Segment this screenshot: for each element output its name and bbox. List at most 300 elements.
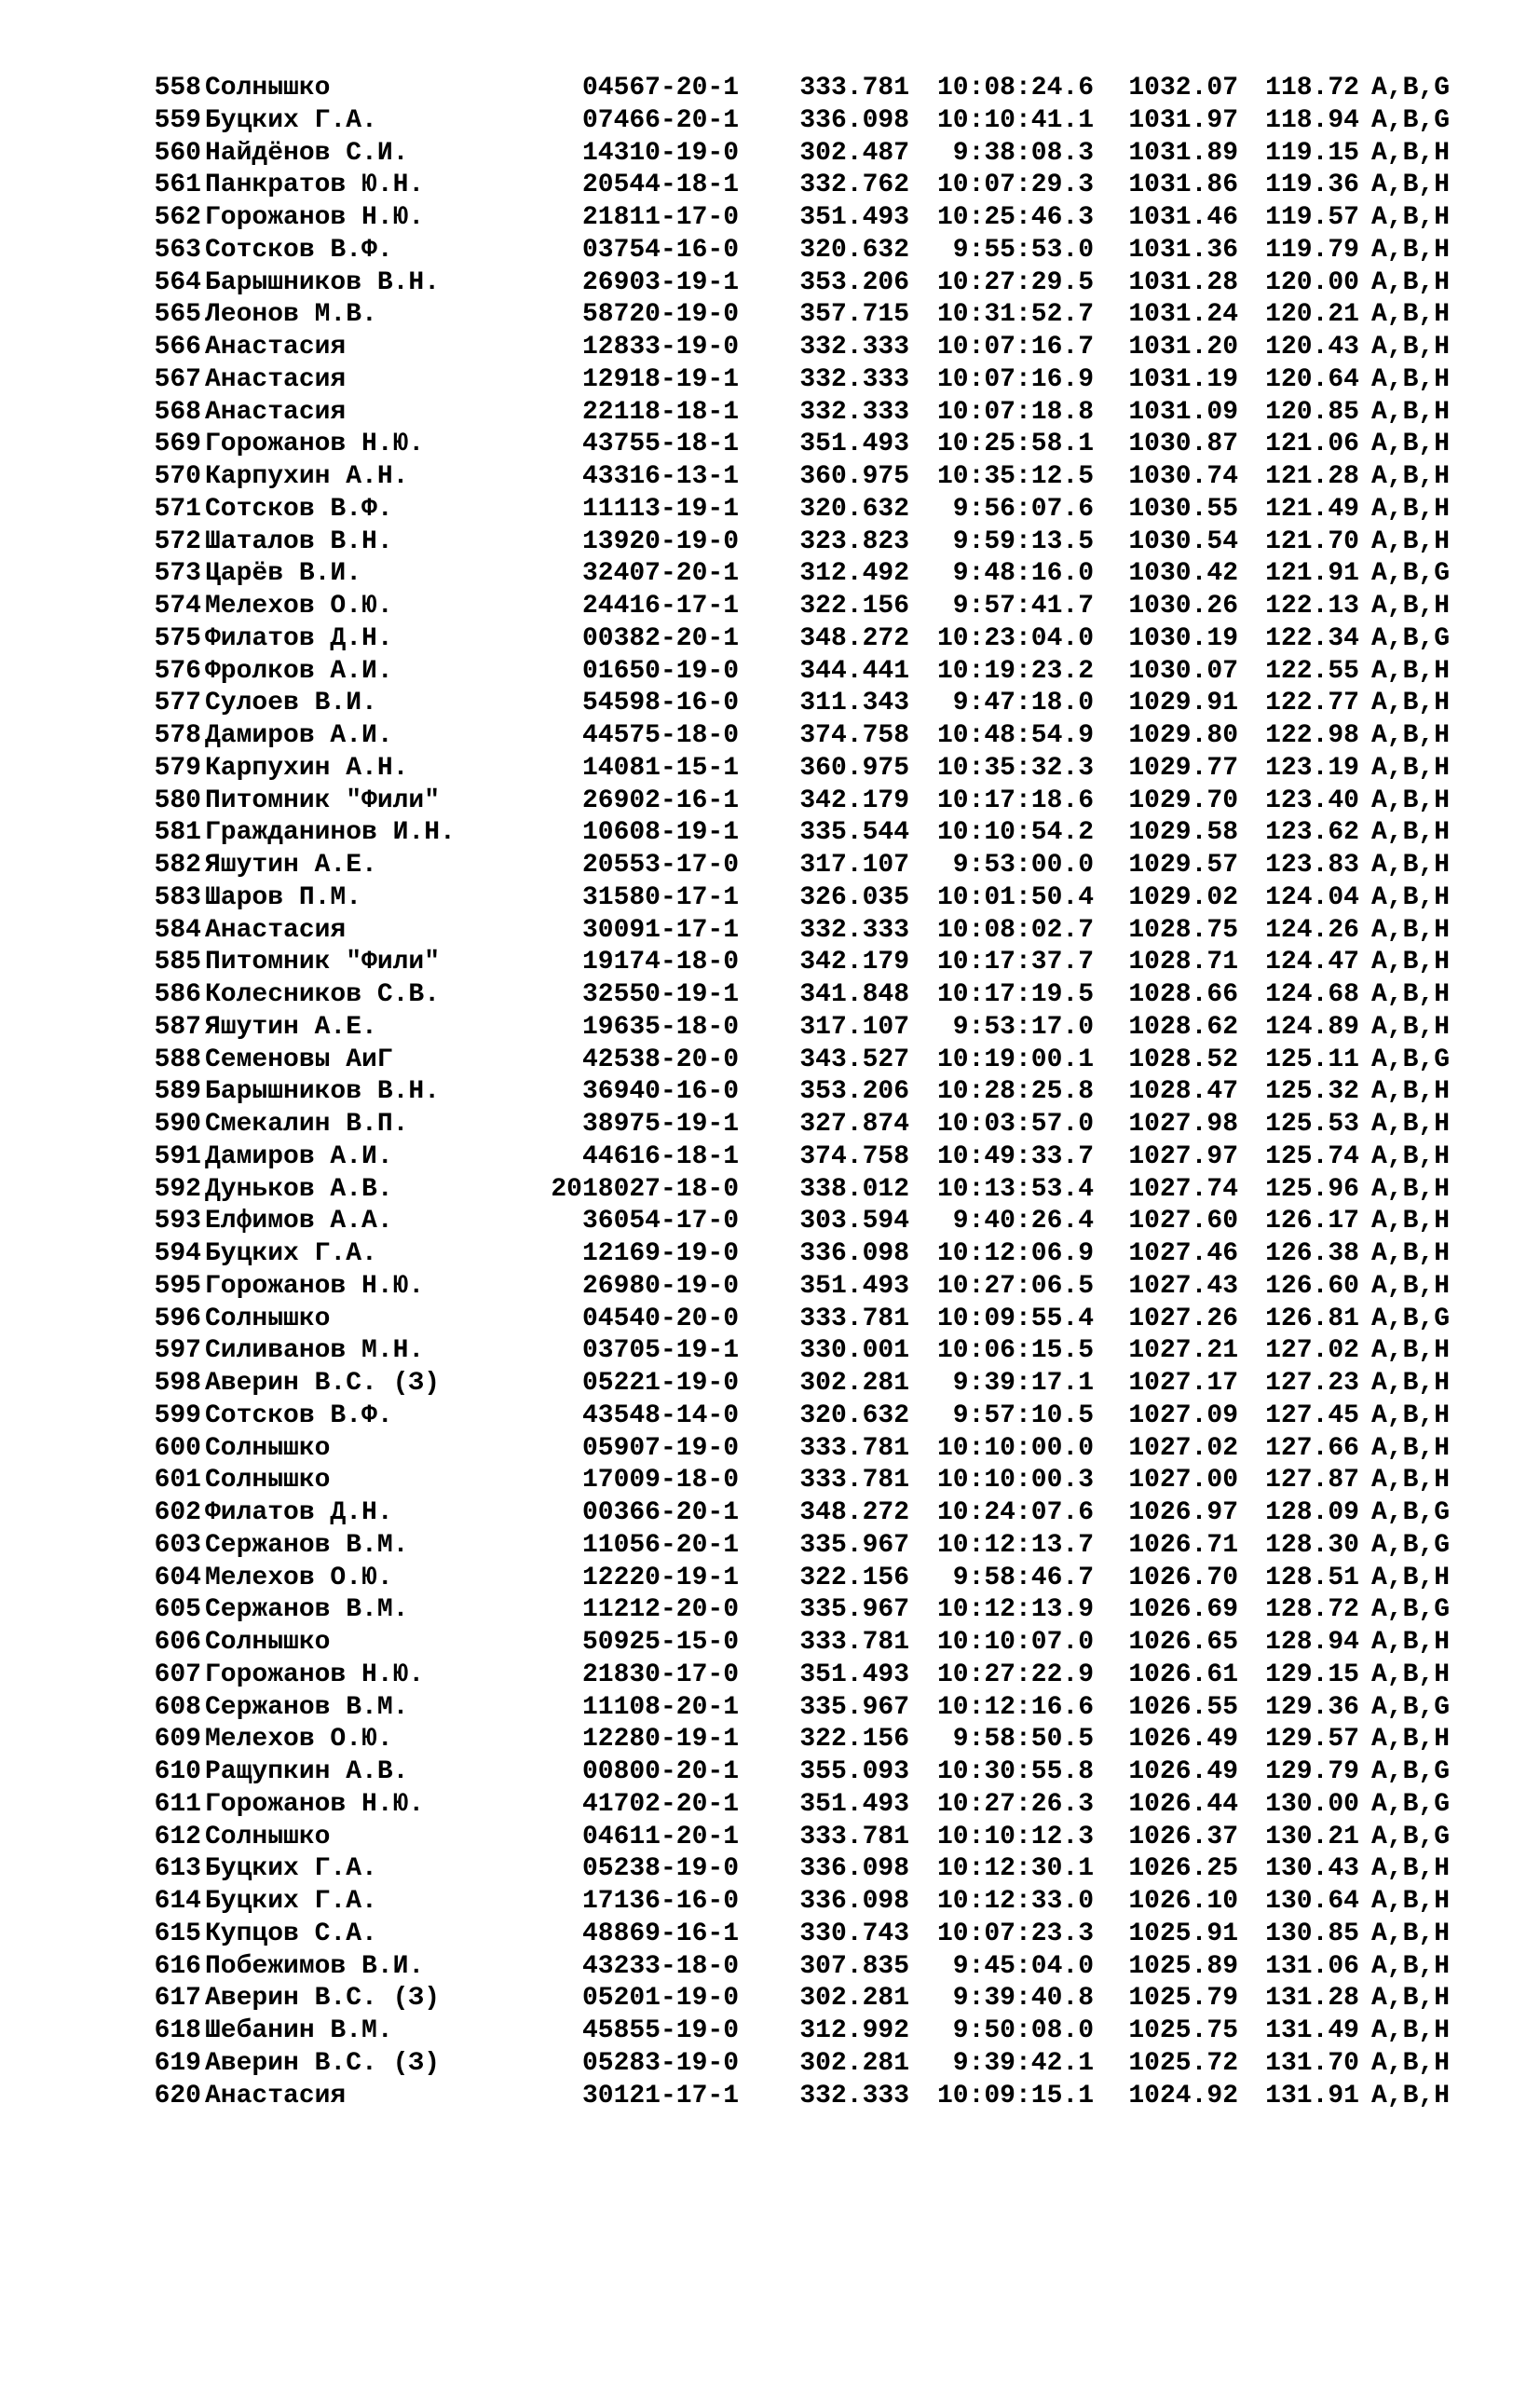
speed-cell: 1031.46 (1128, 203, 1238, 232)
distance-cell: 357.715 (799, 300, 909, 330)
distance-cell: 348.272 (799, 1498, 909, 1527)
owner-name-cell: Сержанов В.М. (205, 1530, 409, 1560)
owner-name-cell: Карпухин А.Н. (205, 462, 409, 491)
arrival-time-cell: 10:27:06.5 (936, 1271, 1094, 1301)
table-row (0, 1012, 1540, 1045)
ring-number-cell: 05238-19-0 (581, 1854, 739, 1884)
coefficient-cell: 120.64 (1265, 364, 1359, 394)
distance-cell: 374.758 (799, 1141, 909, 1171)
distance-cell: 323.823 (799, 526, 909, 556)
ring-number-cell: 44616-18-1 (581, 1141, 739, 1171)
speed-cell: 1025.91 (1128, 1919, 1238, 1948)
distance-cell: 333.781 (799, 1433, 909, 1463)
table-row (0, 1045, 1540, 1077)
coefficient-cell: 124.26 (1265, 915, 1359, 945)
arrival-time-cell: 9:55:53.0 (952, 235, 1094, 265)
speed-cell: 1027.02 (1128, 1433, 1238, 1463)
table-row (0, 1853, 1540, 1886)
distance-cell: 332.333 (799, 2081, 909, 2110)
coefficient-cell: 130.64 (1265, 1887, 1359, 1916)
arrival-time-cell: 9:39:17.1 (952, 1369, 1094, 1398)
speed-cell: 1025.89 (1128, 1951, 1238, 1981)
distance-cell: 351.493 (799, 1789, 909, 1819)
place-cell: 591 (154, 1141, 201, 1171)
arrival-time-cell: 10:10:54.2 (936, 818, 1094, 848)
ring-number-cell: 22118-18-1 (581, 397, 739, 427)
arrival-time-cell: 9:58:46.7 (952, 1563, 1094, 1592)
speed-cell: 1027.98 (1128, 1110, 1238, 1139)
arrival-time-cell: 10:24:07.6 (936, 1498, 1094, 1527)
ring-number-cell: 50925-15-0 (581, 1628, 739, 1657)
groups-cell: A,B,G (1371, 1692, 1451, 1722)
ring-number-cell: 17136-16-0 (581, 1887, 739, 1916)
distance-cell: 353.206 (799, 1077, 909, 1107)
owner-name-cell: Питомник "Фили" (205, 948, 441, 977)
table-row (0, 397, 1540, 430)
arrival-time-cell: 10:17:18.6 (936, 785, 1094, 815)
arrival-time-cell: 10:30:55.8 (936, 1757, 1094, 1786)
groups-cell: A,B,H (1371, 592, 1451, 621)
table-row (0, 915, 1540, 948)
table-row (0, 591, 1540, 623)
coefficient-cell: 121.91 (1265, 559, 1359, 589)
owner-name-cell: Буцких Г.А. (205, 105, 377, 135)
speed-cell: 1025.72 (1128, 2048, 1238, 2078)
ring-number-cell: 20553-17-0 (581, 851, 739, 880)
owner-name-cell: Солнышко (205, 1822, 331, 1851)
table-row (0, 720, 1540, 753)
speed-cell: 1026.69 (1128, 1595, 1238, 1625)
table-row (0, 1627, 1540, 1660)
distance-cell: 303.594 (799, 1207, 909, 1236)
ring-number-cell: 12918-19-1 (581, 364, 739, 394)
owner-name-cell: Мелехов О.Ю. (205, 1725, 393, 1755)
arrival-time-cell: 10:06:15.5 (936, 1336, 1094, 1366)
distance-cell: 351.493 (799, 430, 909, 459)
groups-cell: A,B,G (1371, 1789, 1451, 1819)
speed-cell: 1029.58 (1128, 818, 1238, 848)
place-cell: 598 (154, 1369, 201, 1398)
coefficient-cell: 131.70 (1265, 2048, 1359, 2078)
ring-number-cell: 21830-17-0 (581, 1660, 739, 1689)
owner-name-cell: Сотсков В.Ф. (205, 494, 393, 524)
place-cell: 570 (154, 462, 201, 491)
owner-name-cell: Солнышко (205, 74, 331, 102)
speed-cell: 1027.21 (1128, 1336, 1238, 1366)
place-cell: 560 (154, 138, 201, 168)
owner-name-cell: Карпухин А.Н. (205, 753, 409, 783)
ring-number-cell: 19174-18-0 (581, 948, 739, 977)
place-cell: 580 (154, 785, 201, 815)
groups-cell: A,B,H (1371, 1012, 1451, 1042)
owner-name-cell: Буцких Г.А. (205, 1854, 377, 1884)
coefficient-cell: 121.70 (1265, 526, 1359, 556)
groups-cell: A,B,G (1371, 1498, 1451, 1527)
coefficient-cell: 123.83 (1265, 851, 1359, 880)
owner-name-cell: Яшутин А.Е. (205, 851, 377, 880)
distance-cell: 336.098 (799, 105, 909, 135)
groups-cell: A,B,H (1371, 397, 1451, 427)
speed-cell: 1029.70 (1128, 785, 1238, 815)
arrival-time-cell: 10:27:22.9 (936, 1660, 1094, 1689)
coefficient-cell: 124.68 (1265, 980, 1359, 1009)
distance-cell: 335.967 (799, 1530, 909, 1560)
coefficient-cell: 129.79 (1265, 1757, 1359, 1786)
coefficient-cell: 127.02 (1265, 1336, 1359, 1366)
coefficient-cell: 124.04 (1265, 882, 1359, 912)
owner-name-cell: Яшутин А.Е. (205, 1012, 377, 1042)
owner-name-cell: Сотсков В.Ф. (205, 1400, 393, 1430)
speed-cell: 1030.87 (1128, 430, 1238, 459)
owner-name-cell: Барышников В.Н. (205, 1077, 441, 1107)
speed-cell: 1028.66 (1128, 980, 1238, 1009)
distance-cell: 330.001 (799, 1336, 909, 1366)
speed-cell: 1030.07 (1128, 656, 1238, 686)
speed-cell: 1029.91 (1128, 689, 1238, 718)
table-row (0, 979, 1540, 1012)
place-cell: 590 (154, 1110, 201, 1139)
distance-cell: 332.762 (799, 171, 909, 200)
place-cell: 620 (154, 2081, 201, 2110)
owner-name-cell: Солнышко (205, 1466, 331, 1496)
distance-cell: 326.035 (799, 882, 909, 912)
speed-cell: 1031.09 (1128, 397, 1238, 427)
owner-name-cell: Панкратов Ю.Н. (205, 171, 425, 200)
table-row (0, 461, 1540, 494)
table-row (0, 73, 1540, 105)
groups-cell: A,B,H (1371, 203, 1451, 232)
groups-cell: A,B,H (1371, 1336, 1451, 1366)
coefficient-cell: 128.09 (1265, 1498, 1359, 1527)
place-cell: 587 (154, 1012, 201, 1042)
place-cell: 612 (154, 1822, 201, 1851)
place-cell: 611 (154, 1789, 201, 1819)
table-row (0, 1076, 1540, 1109)
owner-name-cell: Сержанов В.М. (205, 1692, 409, 1722)
table-row (0, 1206, 1540, 1238)
ring-number-cell: 05283-19-0 (581, 2048, 739, 2078)
distance-cell: 330.743 (799, 1919, 909, 1948)
table-row (0, 1563, 1540, 1595)
table-row (0, 1400, 1540, 1433)
table-row (0, 1886, 1540, 1919)
owner-name-cell: Горожанов Н.Ю. (205, 203, 425, 232)
table-row (0, 688, 1540, 720)
table-row (0, 850, 1540, 882)
speed-cell: 1028.52 (1128, 1045, 1238, 1074)
groups-cell: A,B,G (1371, 1822, 1451, 1851)
ring-number-cell: 48869-16-1 (581, 1919, 739, 1948)
owner-name-cell: Семеновы АиГ (205, 1045, 393, 1074)
table-row (0, 1822, 1540, 1854)
speed-cell: 1027.17 (1128, 1369, 1238, 1398)
speed-cell: 1026.44 (1128, 1789, 1238, 1819)
distance-cell: 374.758 (799, 721, 909, 750)
ring-number-cell: 00382-20-1 (581, 623, 739, 653)
distance-cell: 360.975 (799, 753, 909, 783)
arrival-time-cell: 10:12:13.9 (936, 1595, 1094, 1625)
distance-cell: 332.333 (799, 915, 909, 945)
distance-cell: 317.107 (799, 851, 909, 880)
speed-cell: 1031.24 (1128, 300, 1238, 330)
arrival-time-cell: 10:12:06.9 (936, 1239, 1094, 1268)
table-row (0, 1238, 1540, 1271)
owner-name-cell: Фролков А.И. (205, 656, 393, 686)
coefficient-cell: 122.34 (1265, 623, 1359, 653)
coefficient-cell: 129.57 (1265, 1725, 1359, 1755)
arrival-time-cell: 9:39:40.8 (952, 1984, 1094, 2014)
distance-cell: 302.281 (799, 1369, 909, 1398)
distance-cell: 348.272 (799, 623, 909, 653)
owner-name-cell: Анастасия (205, 364, 347, 394)
groups-cell: A,B,H (1371, 300, 1451, 330)
distance-cell: 351.493 (799, 1660, 909, 1689)
groups-cell: A,B,H (1371, 1919, 1451, 1948)
coefficient-cell: 120.85 (1265, 397, 1359, 427)
distance-cell: 335.544 (799, 818, 909, 848)
table-row (0, 235, 1540, 267)
groups-cell: A,B,H (1371, 235, 1451, 265)
table-row (0, 882, 1540, 915)
groups-cell: A,B,H (1371, 1628, 1451, 1657)
arrival-time-cell: 10:31:52.7 (936, 300, 1094, 330)
speed-cell: 1031.20 (1128, 333, 1238, 362)
owner-name-cell: Солнышко (205, 1628, 331, 1657)
place-cell: 613 (154, 1854, 201, 1884)
arrival-time-cell: 10:08:24.6 (936, 74, 1094, 102)
ring-number-cell: 04611-20-1 (581, 1822, 739, 1851)
owner-name-cell: Аверин В.С. (З) (205, 1984, 441, 2014)
ring-number-cell: 05221-19-0 (581, 1369, 739, 1398)
distance-cell: 338.012 (799, 1174, 909, 1204)
ring-number-cell: 11108-20-1 (581, 1692, 739, 1722)
speed-cell: 1026.37 (1128, 1822, 1238, 1851)
owner-name-cell: Побежимов В.И. (205, 1951, 425, 1981)
ring-number-cell: 43755-18-1 (581, 430, 739, 459)
arrival-time-cell: 10:25:58.1 (936, 430, 1094, 459)
place-cell: 593 (154, 1207, 201, 1236)
table-row (0, 1756, 1540, 1789)
owner-name-cell: Мелехов О.Ю. (205, 1563, 393, 1592)
arrival-time-cell: 9:53:00.0 (952, 851, 1094, 880)
distance-cell: 332.333 (799, 333, 909, 362)
ring-number-cell: 13920-19-0 (581, 526, 739, 556)
distance-cell: 353.206 (799, 267, 909, 297)
distance-cell: 355.093 (799, 1757, 909, 1786)
speed-cell: 1030.19 (1128, 623, 1238, 653)
speed-cell: 1028.71 (1128, 948, 1238, 977)
speed-cell: 1031.36 (1128, 235, 1238, 265)
ring-number-cell: 14310-19-0 (581, 138, 739, 168)
place-cell: 594 (154, 1239, 201, 1268)
speed-cell: 1028.47 (1128, 1077, 1238, 1107)
ring-number-cell: 45855-19-0 (581, 2016, 739, 2045)
arrival-time-cell: 10:07:29.3 (936, 171, 1094, 200)
arrival-time-cell: 10:23:04.0 (936, 623, 1094, 653)
ring-number-cell: 32407-20-1 (581, 559, 739, 589)
groups-cell: A,B,H (1371, 1725, 1451, 1755)
place-cell: 565 (154, 300, 201, 330)
place-cell: 603 (154, 1530, 201, 1560)
groups-cell: A,B,H (1371, 2081, 1451, 2110)
coefficient-cell: 129.36 (1265, 1692, 1359, 1722)
ring-number-cell: 14081-15-1 (581, 753, 739, 783)
speed-cell: 1030.74 (1128, 462, 1238, 491)
coefficient-cell: 122.98 (1265, 721, 1359, 750)
coefficient-cell: 122.13 (1265, 592, 1359, 621)
ring-number-cell: 19635-18-0 (581, 1012, 739, 1042)
table-row (0, 526, 1540, 559)
arrival-time-cell: 10:10:12.3 (936, 1822, 1094, 1851)
arrival-time-cell: 10:48:54.9 (936, 721, 1094, 750)
speed-cell: 1027.43 (1128, 1271, 1238, 1301)
owner-name-cell: Царёв В.И. (205, 559, 362, 589)
arrival-time-cell: 10:08:02.7 (936, 915, 1094, 945)
arrival-time-cell: 10:35:32.3 (936, 753, 1094, 783)
ring-number-cell: 31580-17-1 (581, 882, 739, 912)
groups-cell: A,B,H (1371, 1433, 1451, 1463)
coefficient-cell: 126.81 (1265, 1304, 1359, 1333)
owner-name-cell: Солнышко (205, 1433, 331, 1463)
table-row (0, 170, 1540, 202)
owner-name-cell: Питомник "Фили" (205, 785, 441, 815)
speed-cell: 1028.62 (1128, 1012, 1238, 1042)
owner-name-cell: Мелехов О.Ю. (205, 592, 393, 621)
coefficient-cell: 125.32 (1265, 1077, 1359, 1107)
table-row (0, 494, 1540, 526)
table-row (0, 429, 1540, 461)
speed-cell: 1028.75 (1128, 915, 1238, 945)
ring-number-cell: 24416-17-1 (581, 592, 739, 621)
table-row (0, 753, 1540, 785)
distance-cell: 341.848 (799, 980, 909, 1009)
groups-cell: A,B,H (1371, 1174, 1451, 1204)
ring-number-cell: 11056-20-1 (581, 1530, 739, 1560)
distance-cell: 336.098 (799, 1887, 909, 1916)
ring-number-cell: 36054-17-0 (581, 1207, 739, 1236)
ring-number-cell: 54598-16-0 (581, 689, 739, 718)
groups-cell: A,B,H (1371, 2048, 1451, 2078)
owner-name-cell: Сотсков В.Ф. (205, 235, 393, 265)
table-row (0, 2015, 1540, 2048)
place-cell: 569 (154, 430, 201, 459)
place-cell: 567 (154, 364, 201, 394)
coefficient-cell: 122.77 (1265, 689, 1359, 718)
speed-cell: 1026.61 (1128, 1660, 1238, 1689)
table-row (0, 1368, 1540, 1400)
groups-cell: A,B,H (1371, 785, 1451, 815)
owner-name-cell: Анастасия (205, 915, 347, 945)
owner-name-cell: Леонов М.В. (205, 300, 377, 330)
place-cell: 609 (154, 1725, 201, 1755)
place-cell: 597 (154, 1336, 201, 1366)
coefficient-cell: 125.74 (1265, 1141, 1359, 1171)
owner-name-cell: Шаталов В.Н. (205, 526, 393, 556)
coefficient-cell: 127.23 (1265, 1369, 1359, 1398)
arrival-time-cell: 10:12:16.6 (936, 1692, 1094, 1722)
arrival-time-cell: 10:10:41.1 (936, 105, 1094, 135)
table-row (0, 299, 1540, 332)
groups-cell: A,B,H (1371, 818, 1451, 848)
place-cell: 600 (154, 1433, 201, 1463)
ring-number-cell: 03705-19-1 (581, 1336, 739, 1366)
groups-cell: A,B,H (1371, 1660, 1451, 1689)
table-row (0, 1692, 1540, 1725)
arrival-time-cell: 9:45:04.0 (952, 1951, 1094, 1981)
groups-cell: A,B,H (1371, 267, 1451, 297)
distance-cell: 351.493 (799, 1271, 909, 1301)
owner-name-cell: Горожанов Н.Ю. (205, 430, 425, 459)
coefficient-cell: 124.89 (1265, 1012, 1359, 1042)
arrival-time-cell: 10:07:16.7 (936, 333, 1094, 362)
groups-cell: A,B,H (1371, 430, 1451, 459)
ring-number-cell: 32550-19-1 (581, 980, 739, 1009)
place-cell: 606 (154, 1628, 201, 1657)
owner-name-cell: Елфимов А.А. (205, 1207, 393, 1236)
arrival-time-cell: 9:59:13.5 (952, 526, 1094, 556)
ring-number-cell: 2018027-18-0 (551, 1174, 739, 1204)
owner-name-cell: Анастасия (205, 333, 347, 362)
place-cell: 568 (154, 397, 201, 427)
results-table (0, 73, 1540, 2112)
distance-cell: 312.992 (799, 2016, 909, 2045)
speed-cell: 1030.26 (1128, 592, 1238, 621)
arrival-time-cell: 10:10:00.0 (936, 1433, 1094, 1463)
speed-cell: 1026.70 (1128, 1563, 1238, 1592)
coefficient-cell: 130.85 (1265, 1919, 1359, 1948)
speed-cell: 1030.54 (1128, 526, 1238, 556)
table-row (0, 1271, 1540, 1304)
arrival-time-cell: 10:27:26.3 (936, 1789, 1094, 1819)
distance-cell: 333.781 (799, 74, 909, 102)
place-cell: 588 (154, 1045, 201, 1074)
place-cell: 614 (154, 1887, 201, 1916)
table-row (0, 623, 1540, 656)
coefficient-cell: 123.40 (1265, 785, 1359, 815)
place-cell: 571 (154, 494, 201, 524)
distance-cell: 335.967 (799, 1595, 909, 1625)
coefficient-cell: 128.30 (1265, 1530, 1359, 1560)
groups-cell: A,B,H (1371, 1400, 1451, 1430)
speed-cell: 1026.97 (1128, 1498, 1238, 1527)
ring-number-cell: 26903-19-1 (581, 267, 739, 297)
speed-cell: 1031.28 (1128, 267, 1238, 297)
coefficient-cell: 131.49 (1265, 2016, 1359, 2045)
arrival-time-cell: 10:01:50.4 (936, 882, 1094, 912)
speed-cell: 1031.19 (1128, 364, 1238, 394)
ring-number-cell: 38975-19-1 (581, 1110, 739, 1139)
owner-name-cell: Дуньков А.В. (205, 1174, 393, 1204)
place-cell: 562 (154, 203, 201, 232)
place-cell: 581 (154, 818, 201, 848)
place-cell: 615 (154, 1919, 201, 1948)
groups-cell: A,B,G (1371, 74, 1451, 102)
owner-name-cell: Аверин В.С. (З) (205, 2048, 441, 2078)
place-cell: 583 (154, 882, 201, 912)
owner-name-cell: Буцких Г.А. (205, 1887, 377, 1916)
ring-number-cell: 26980-19-0 (581, 1271, 739, 1301)
distance-cell: 335.967 (799, 1692, 909, 1722)
place-cell: 617 (154, 1984, 201, 2014)
place-cell: 604 (154, 1563, 201, 1592)
speed-cell: 1027.26 (1128, 1304, 1238, 1333)
arrival-time-cell: 9:40:26.4 (952, 1207, 1094, 1236)
speed-cell: 1025.79 (1128, 1984, 1238, 2014)
table-row (0, 1660, 1540, 1692)
distance-cell: 342.179 (799, 948, 909, 977)
ring-number-cell: 04540-20-0 (581, 1304, 739, 1333)
groups-cell: A,B,H (1371, 1110, 1451, 1139)
